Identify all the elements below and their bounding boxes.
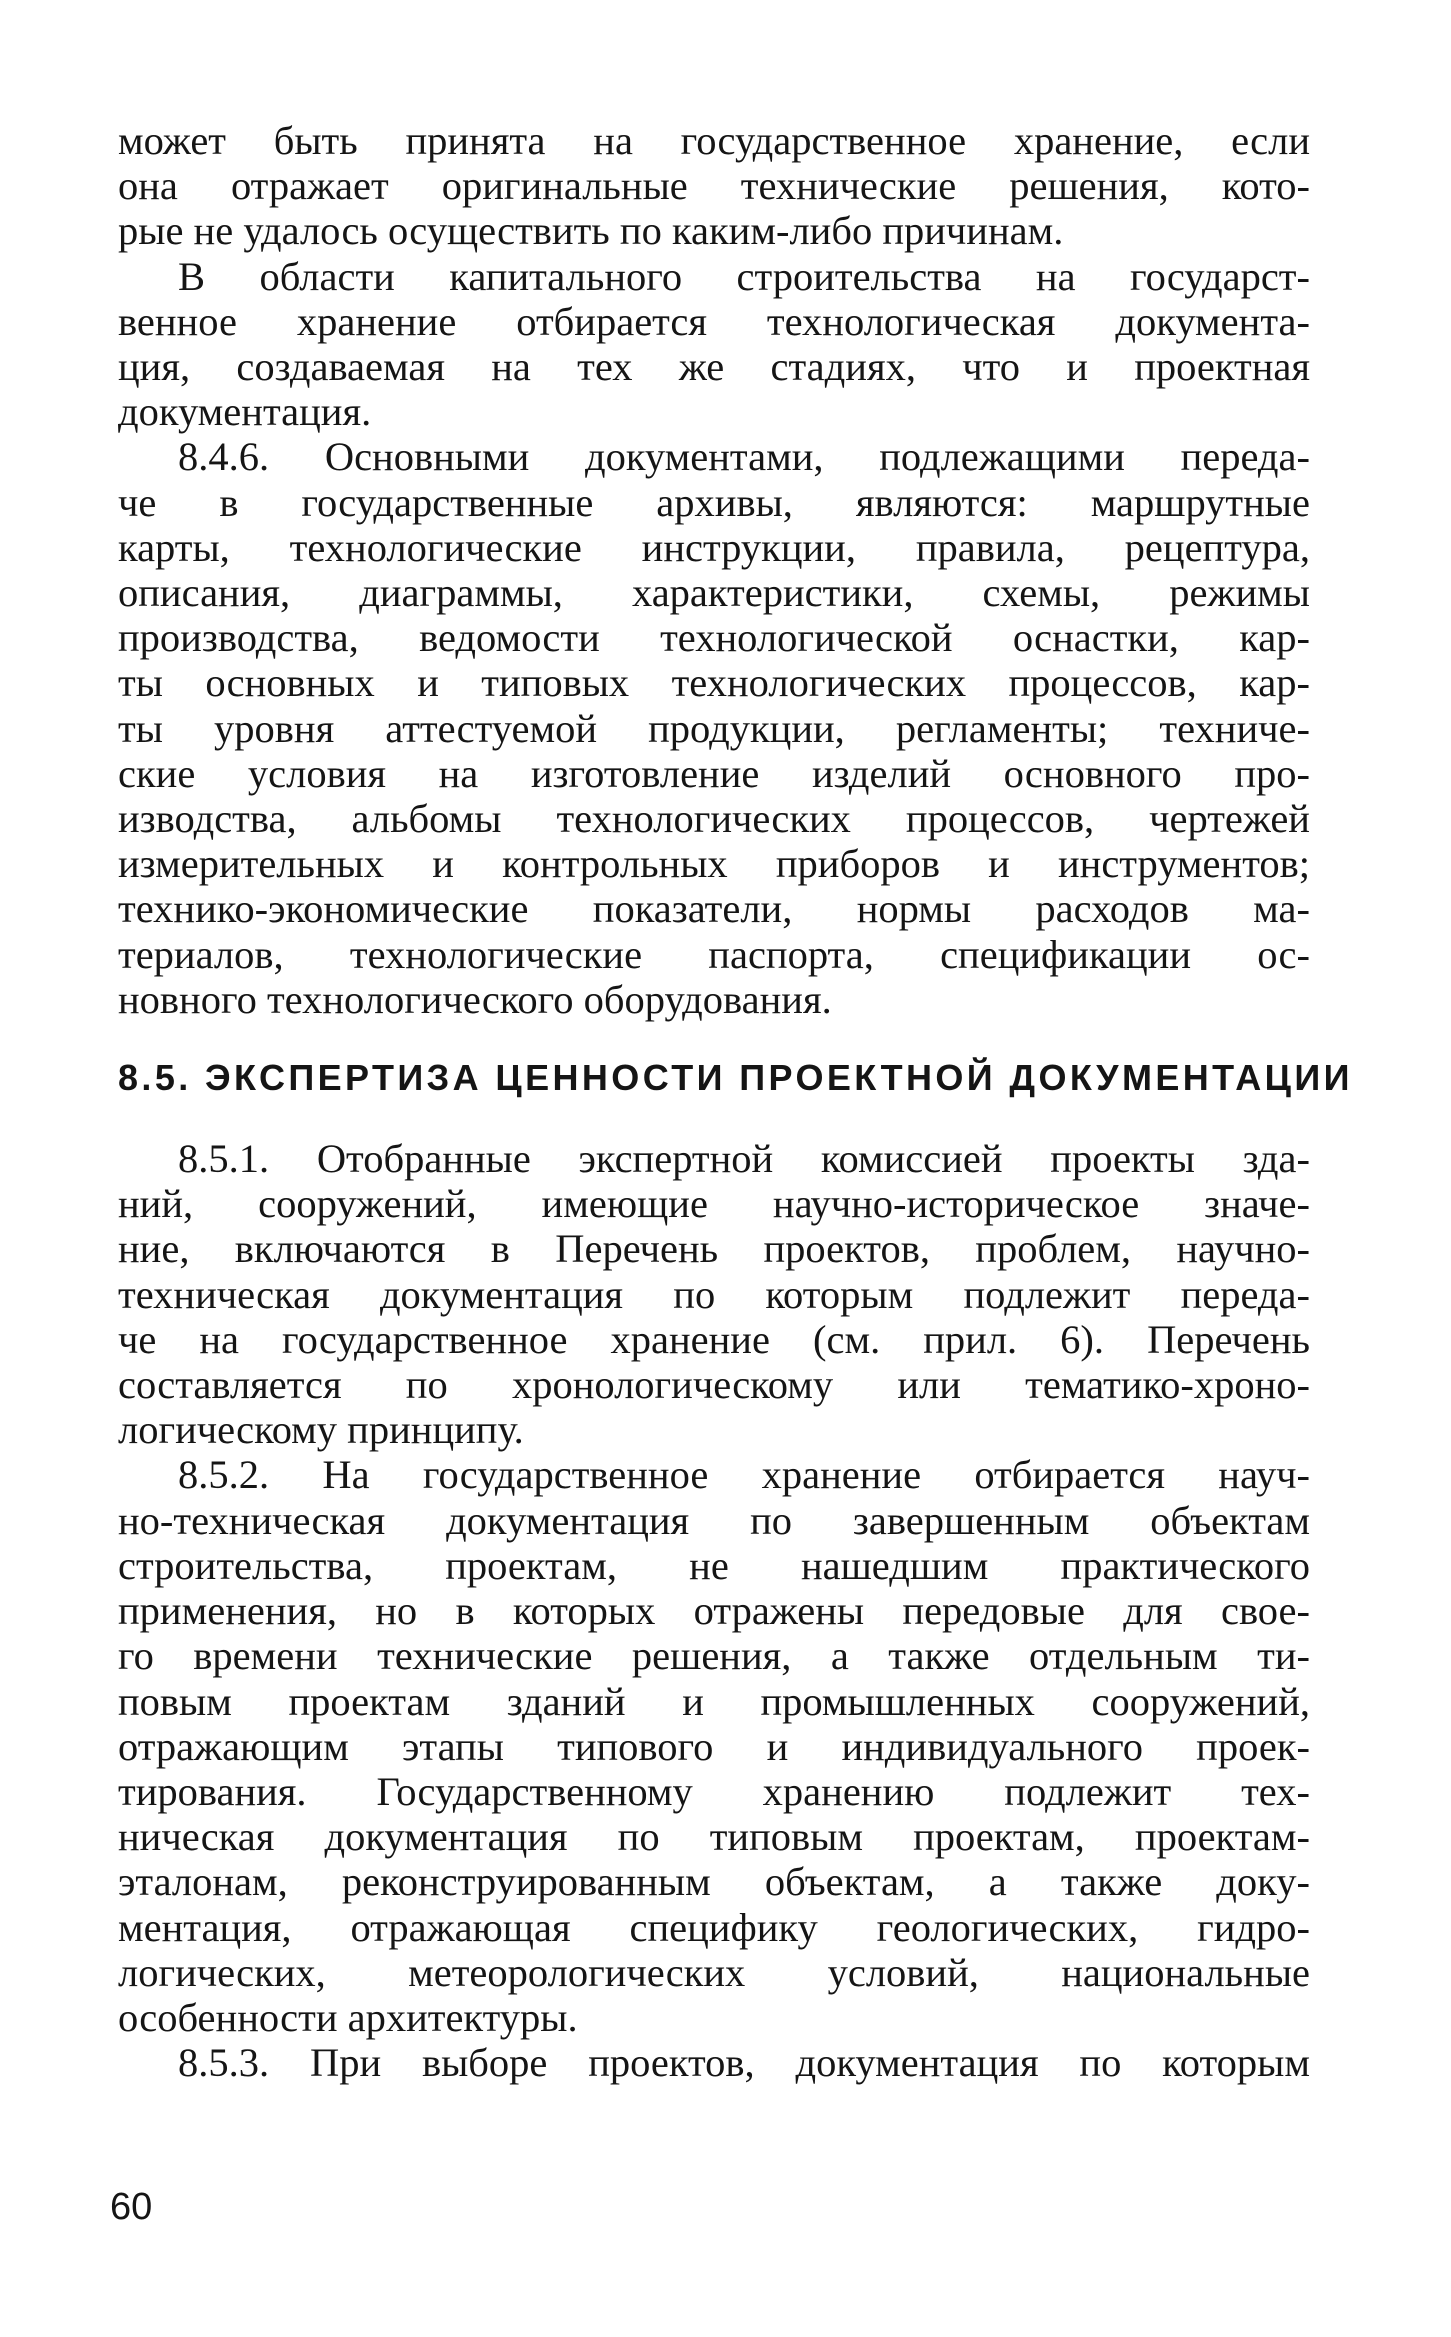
- paragraph-8-4-6: [118, 434, 1310, 1022]
- text-line: она отражает оригинальные технические решения, кото-: [118, 163, 1310, 209]
- text-line: ментация, отражающая специфику геологических, гидро-: [118, 1904, 1310, 1950]
- text-line: эталонам, реконструированным объектам, а также доку-: [118, 1859, 1310, 1905]
- text-line: 8.5.3. При выборе проектов, документация по которым: [178, 2040, 1310, 2086]
- text-line: го времени технические решения, а также отдельным ти-: [118, 1633, 1310, 1679]
- text-line: териалов, технологические паспорта, спецификации ос-: [118, 931, 1310, 977]
- text-line: че в государственные архивы, являются: маршрутные: [118, 479, 1310, 525]
- paragraph-8-5-3: [118, 2040, 1310, 2085]
- text-line: описания, диаграммы, характеристики, схемы, режимы: [118, 570, 1310, 616]
- text-line: карты, технологические инструкции, правила, рецептура,: [118, 524, 1310, 570]
- text-line: венное хранение отбирается технологическая документа-: [118, 298, 1310, 344]
- text-line: но-техническая документация по завершенным объектам: [118, 1497, 1310, 1543]
- section-heading: 8.5. ЭКСПЕРТИЗА ЦЕННОСТИ ПРОЕКТНОЙ ДОКУМЕНТАЦИИ: [118, 1057, 1353, 1099]
- text-line: измерительных и контрольных приборов и инструментов;: [118, 841, 1310, 887]
- paragraph-8-5-1: [118, 1136, 1310, 1452]
- text-line: документация.: [118, 389, 372, 435]
- paragraph: [118, 254, 1310, 435]
- text-line: особенности архитектуры.: [118, 1994, 578, 2040]
- text-line: повым проектам зданий и промышленных сооружений,: [118, 1678, 1310, 1724]
- text-line: новного технологического оборудования.: [118, 976, 832, 1022]
- text-line: ний, сооружений, имеющие научно-историческое значе-: [118, 1181, 1310, 1227]
- text-line: рые не удалось осуществить по каким-либо причинам.: [118, 208, 1064, 254]
- text-line: может быть принята на государственное хранение, если: [118, 118, 1310, 163]
- text-line: ническая документация по типовым проектам, проектам-: [118, 1814, 1310, 1860]
- text-line: ты основных и типовых технологических процессов, кар-: [118, 660, 1310, 706]
- text-line: ты уровня аттестуемой продукции, регламенты; техниче-: [118, 705, 1310, 751]
- text-line: логическому принципу.: [118, 1407, 524, 1453]
- text-line: 8.4.6. Основными документами, подлежащими переда-: [178, 434, 1310, 480]
- text-line: логических, метеорологических условий, национальные: [118, 1949, 1310, 1995]
- text-line: строительства, проектам, не нашедшим практического: [118, 1542, 1310, 1588]
- text-line: В области капитального строительства на государст-: [178, 253, 1310, 299]
- text-line: производства, ведомости технологической оснастки, кар-: [118, 615, 1310, 661]
- text-line: 8.5.1. Отобранные экспертной комиссией проекты зда-: [178, 1136, 1310, 1182]
- page-body: [118, 118, 1353, 2086]
- text-line: техническая документация по которым подлежит переда-: [118, 1271, 1310, 1317]
- text-line: изводства, альбомы технологических процессов, чертежей: [118, 796, 1310, 842]
- text-line: че на государственное хранение (см. прил. 6). Перечень: [118, 1316, 1310, 1362]
- paragraph-8-5-2: [118, 1452, 1310, 2040]
- text-line: применения, но в которых отражены передовые для свое-: [118, 1588, 1310, 1634]
- text-line: составляется по хронологическому или тематико-хроно-: [118, 1362, 1310, 1408]
- text-line: ция, создаваемая на тех же стадиях, что и проектная: [118, 344, 1310, 390]
- text-line: ние, включаются в Перечень проектов, проблем, научно-: [118, 1226, 1310, 1272]
- text-line: тирования. Государственному хранению подлежит тех-: [118, 1768, 1310, 1814]
- paragraph: [118, 118, 1310, 254]
- text-line: ские условия на изготовление изделий основного про-: [118, 750, 1310, 796]
- text-line: 8.5.2. На государственное хранение отбирается науч-: [178, 1452, 1310, 1498]
- page-number: 60: [110, 2186, 153, 2228]
- text-line: технико-экономические показатели, нормы расходов ма-: [118, 886, 1310, 932]
- text-line: отражающим этапы типового и индивидуального проек-: [118, 1723, 1310, 1769]
